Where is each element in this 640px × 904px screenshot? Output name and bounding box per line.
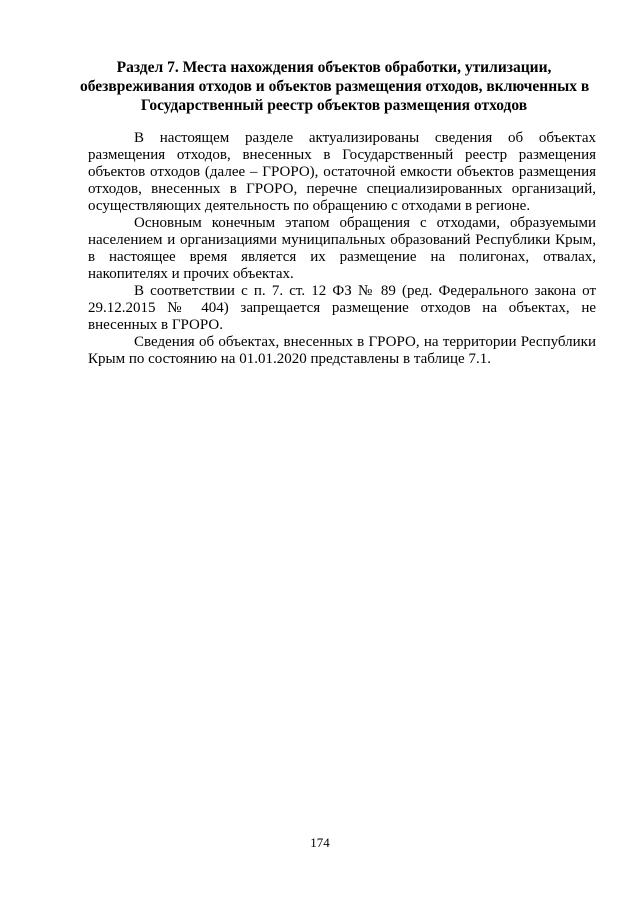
page-number: 174: [310, 835, 330, 850]
heading-line: обезвреживания отходов и объектов размещения отходов, включенных в: [80, 78, 590, 95]
paragraph: В соответствии с п. 7. ст. 12 ФЗ № 89 (ред. Федерального закона от 29.12.2015 № 404) запрещается размещение отходов на объектах, не внесенных в ГРОРО.: [88, 283, 596, 333]
heading-line: Государственный реестр объектов размещения отходов: [140, 97, 528, 114]
section-body: [88, 130, 596, 368]
paragraph: В настоящем разделе актуализированы сведения об объектах размещения отходов, внесенных в Государственный реестр размещения объектов отходов (далее – ГРОРО), остаточной емкости объектов размещения отходов, внесенных в ГРОРО, перечне специализированных организаций, осуществляющих деятельность по обращению с отходами в регионе.: [88, 130, 596, 214]
heading-line: Раздел 7. Места нахождения объектов обработки, утилизации,: [116, 59, 552, 76]
section-heading: [80, 58, 588, 115]
paragraph: Основным конечным этапом обращения с отходами, образуемыми населением и организациями муниципальных образований Республики Крым, в настоящее время является их размещение на полигонах, отвалах, накопителях и прочих объектах.: [88, 215, 596, 282]
paragraph: Сведения об объектах, внесенных в ГРОРО, на территории Республики Крым по состоянию на 01.01.2020 представлены в таблице 7.1.: [88, 334, 596, 367]
